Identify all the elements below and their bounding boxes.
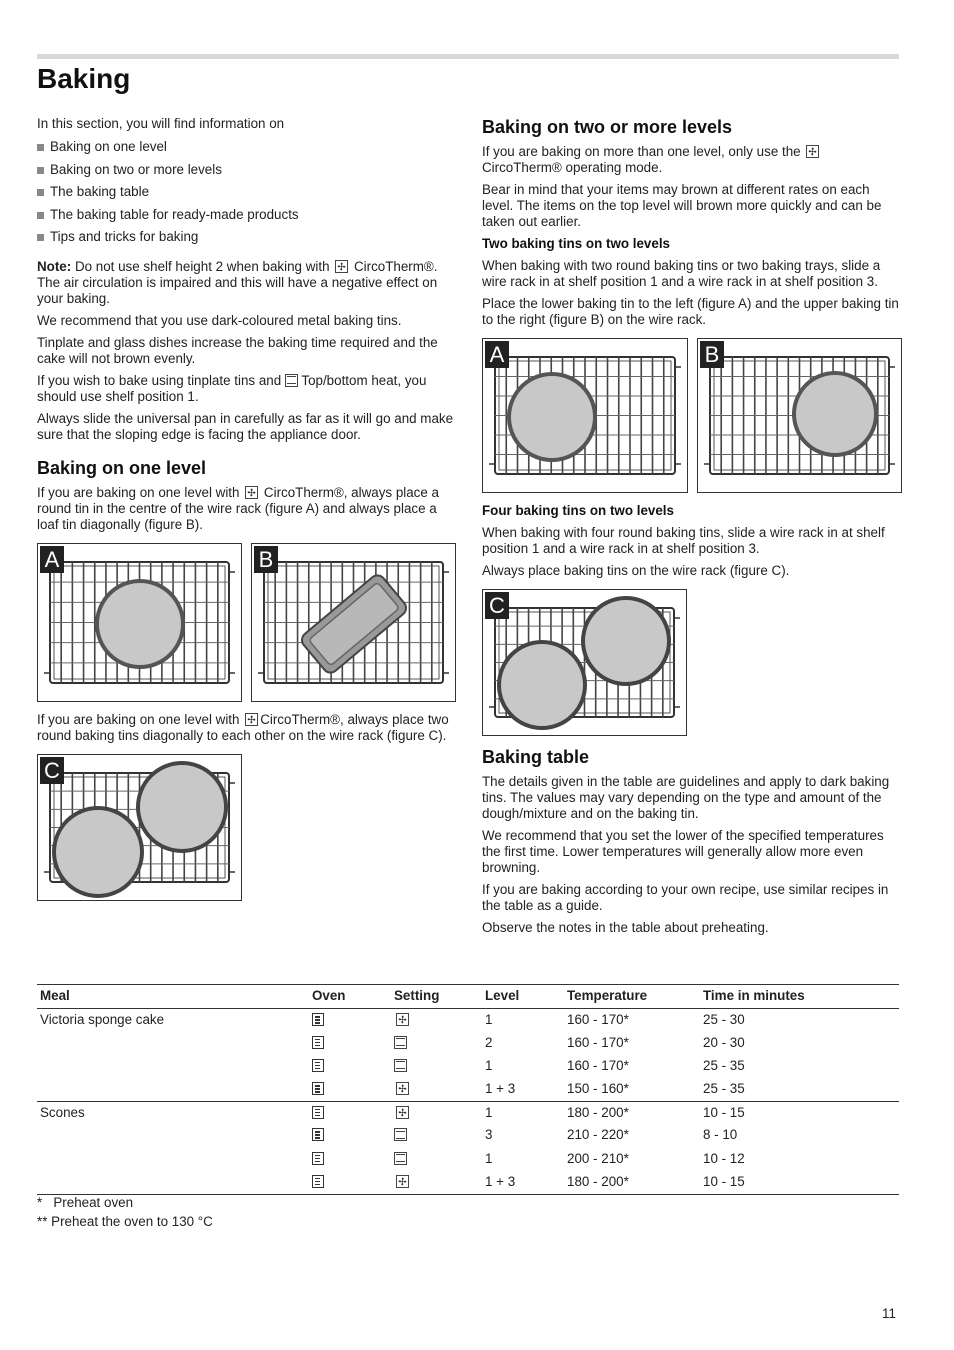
figure-row: [482, 338, 902, 493]
meal-name: Victoria sponge cake: [40, 1012, 165, 1027]
cell-time: [700, 1078, 899, 1101]
cell-level: [482, 1171, 564, 1194]
text-span: If you are baking on one level with: [37, 484, 244, 500]
rack-diagram: [38, 755, 241, 900]
col-header-oven: Oven: [309, 985, 391, 1009]
figure-row: [37, 543, 457, 702]
oven-icon: [312, 1059, 324, 1072]
temperature-value: 200 - 210*: [567, 1150, 629, 1166]
text-span: If you are baking on more than one level, only use the: [482, 144, 805, 159]
oven-icon: [312, 1175, 324, 1188]
cell-time: [700, 1148, 899, 1171]
figure-c-four-tins: [482, 589, 687, 736]
cell-setting: [391, 1101, 482, 1124]
figure-label: C: [485, 592, 509, 619]
figure-label: C: [40, 757, 64, 784]
cell-oven: [309, 1009, 391, 1032]
oven-icon: [312, 1082, 324, 1095]
figure-b-rack-loaf-tin: [251, 543, 456, 702]
universal-pan-text: Always slide the universal pan in carefully as far as it will go and make sure that the sloping edge is facing the appliance door.: [37, 410, 454, 442]
figure-label: B: [254, 546, 278, 573]
oven-icon: [312, 1013, 324, 1026]
top-bottom-heat-icon: [285, 374, 298, 387]
table-own-recipe-text: If you are baking according to your own recipe, use similar recipes in the table as a guide.: [482, 882, 889, 913]
four-tins-placement-text: Always place baking tins on the wire rack (figure C).: [482, 563, 790, 578]
right-column: [482, 112, 902, 942]
level-value: 2: [485, 1034, 493, 1050]
cell-oven: [309, 1171, 391, 1194]
table-row: [37, 1124, 899, 1147]
table-row: [37, 1055, 899, 1078]
figure-a-lower-tin-left: [482, 338, 688, 493]
circotherm-icon: [806, 145, 819, 158]
footnote: * Preheat oven: [37, 1195, 134, 1210]
circotherm-icon: [335, 260, 348, 273]
circotherm-icon: [245, 713, 258, 726]
text-span: CircoTherm®, always place two round baking tins diagonally to each other on the wire rack (figure C).: [37, 711, 449, 743]
cell-setting: [391, 1124, 482, 1147]
left-column: [37, 116, 457, 911]
cell-time: [700, 1055, 899, 1078]
cell-time: [700, 1124, 899, 1147]
cell-temperature: [564, 1055, 700, 1078]
figure-row: [482, 589, 902, 736]
cell-temperature: [564, 1032, 700, 1055]
table-footnotes: [37, 1195, 213, 1233]
circotherm-icon: [396, 1106, 409, 1119]
cell-setting: [391, 1078, 482, 1101]
cell-oven: [309, 1148, 391, 1171]
temperature-value: 180 - 200*: [567, 1173, 629, 1189]
top-bottom-heat-icon: [394, 1128, 407, 1141]
four-tins-text: When baking with four round baking tins, slide a wire rack in at shelf position 1 and a wire rack in at shelf position 3.: [482, 525, 885, 556]
cell-oven: [309, 1078, 391, 1101]
temperature-value: 160 - 170*: [567, 1057, 629, 1073]
figure-c-rack-two-tins: [37, 754, 242, 901]
meal-name: Scones: [40, 1104, 85, 1120]
cell-level: [482, 1032, 564, 1055]
note-paragraph: [37, 259, 457, 307]
cell-meal: [37, 1009, 309, 1032]
cell-oven: [309, 1055, 391, 1078]
rack-diagram: [483, 339, 687, 492]
section-heading-two-levels: Baking on two or more levels: [482, 117, 733, 137]
col-header-level: Level: [482, 985, 564, 1009]
recommend-text: We recommend that you use dark-coloured metal baking tins.: [37, 312, 402, 328]
top-rule: [37, 54, 899, 59]
figure-row: [37, 754, 457, 901]
table-guidelines-text: The details given in the table are guidelines and apply to dark baking tins. The values may vary depending on the type and amount of the dough/mixture and on the baking tin.: [482, 774, 890, 821]
one-level-text: [37, 485, 457, 533]
cell-time: [700, 1009, 899, 1032]
cell-setting: [391, 1032, 482, 1055]
circotherm-icon: [245, 486, 258, 499]
level-value: 3: [485, 1127, 493, 1143]
two-tins-text: When baking with two round baking tins or two baking trays, slide a wire rack in at shelf position 1 and a wire rack in at shelf position 3.: [482, 258, 881, 289]
two-levels-text: [482, 144, 902, 176]
text-span: CircoTherm® operating mode.: [482, 160, 663, 175]
cell-oven: [309, 1032, 391, 1055]
time-value: 10 - 15: [703, 1104, 745, 1120]
table-header-row: [37, 985, 899, 1009]
table-row: [37, 1078, 899, 1101]
figure-b-upper-tin-right: [697, 338, 902, 493]
temperature-value: 180 - 200*: [567, 1104, 629, 1120]
note-text: CircoTherm®. The air circulation is impaired and this will have a negative effect on your baking.: [37, 258, 438, 306]
cell-temperature: [564, 1124, 700, 1147]
cell-meal: [37, 1148, 309, 1171]
figure-label: A: [40, 546, 64, 573]
page-title: Baking: [37, 63, 131, 94]
subheading-four-tins: Four baking tins on two levels: [482, 503, 674, 518]
top-bottom-heat-icon: [394, 1036, 407, 1049]
text-span: Top/bottom heat, you should use shelf position 1.: [37, 372, 427, 404]
toc-list: [37, 139, 457, 252]
cell-level: [482, 1055, 564, 1078]
time-value: 25 - 35: [703, 1057, 745, 1073]
cell-temperature: [564, 1078, 700, 1101]
toc-item: Baking on one level: [37, 139, 457, 162]
cell-temperature: [564, 1148, 700, 1171]
text-span: CircoTherm®, always place a round tin in the centre of the wire rack (figure A) and always place a loaf tin diagonally (figure B).: [37, 484, 439, 532]
cell-temperature: [564, 1101, 700, 1124]
cell-meal: [37, 1055, 309, 1078]
oven-icon: [312, 1036, 324, 1049]
cell-setting: [391, 1055, 482, 1078]
cell-oven: [309, 1101, 391, 1124]
cell-meal: [37, 1101, 309, 1124]
cell-level: [482, 1148, 564, 1171]
cell-temperature: [564, 1009, 700, 1032]
cell-setting: [391, 1009, 482, 1032]
cell-time: [700, 1101, 899, 1124]
level-value: 1: [485, 1057, 493, 1073]
cell-meal: [37, 1171, 309, 1194]
cell-setting: [391, 1171, 482, 1194]
level-value: 1: [485, 1012, 493, 1027]
rack-diagram: [698, 339, 901, 492]
level-value: 1 + 3: [485, 1081, 516, 1097]
rack-diagram: [252, 544, 455, 701]
col-header-meal: Meal: [37, 985, 309, 1009]
text-span: If you wish to bake using tinplate tins and: [37, 372, 285, 388]
time-value: 25 - 30: [703, 1012, 745, 1027]
temperature-value: 210 - 220*: [567, 1127, 629, 1143]
section-heading-one-level: Baking on one level: [37, 457, 207, 478]
circotherm-icon: [396, 1013, 409, 1026]
level-value: 1: [485, 1150, 493, 1166]
top-bottom-heat-icon: [394, 1152, 407, 1165]
circotherm-icon: [396, 1175, 409, 1188]
footnote: ** Preheat the oven to 130 °C: [37, 1214, 213, 1229]
level-value: 1: [485, 1104, 493, 1120]
time-value: 8 - 10: [703, 1127, 738, 1143]
cell-time: [700, 1032, 899, 1055]
table-row: [37, 1032, 899, 1055]
toc-item: Baking on two or more levels: [37, 162, 457, 185]
cell-level: [482, 1124, 564, 1147]
time-value: 10 - 15: [703, 1173, 745, 1189]
tinplate-shelf-text: [37, 373, 457, 405]
time-value: 25 - 35: [703, 1081, 745, 1097]
rack-diagram: [38, 544, 241, 701]
rack-diagram: [483, 590, 686, 735]
cell-time: [700, 1171, 899, 1194]
tinplate-text: Tinplate and glass dishes increase the baking time required and the cake will not brown evenly.: [37, 334, 438, 366]
table-row: [37, 1009, 899, 1032]
time-value: 10 - 12: [703, 1150, 745, 1166]
temperature-value: 150 - 160*: [567, 1081, 629, 1097]
oven-icon: [312, 1152, 324, 1165]
cell-temperature: [564, 1171, 700, 1194]
one-level-two-tins-text: [37, 712, 457, 744]
note-label: Note:: [37, 258, 72, 274]
table-row: [37, 1148, 899, 1171]
page-number: 11: [882, 1306, 896, 1321]
two-tins-placement-text: Place the lower baking tin to the left (figure A) and the upper baking tin to the right (figure B) on the wire rack.: [482, 296, 899, 327]
circotherm-icon: [396, 1082, 409, 1095]
figure-label: B: [700, 341, 724, 368]
cell-level: [482, 1009, 564, 1032]
oven-icon: [312, 1128, 324, 1141]
browning-text: Bear in mind that your items may brown at different rates on each level. The items on the top level will brown more quickly and can be taken out earlier.: [482, 182, 882, 229]
table-row: [37, 1101, 899, 1124]
cell-level: [482, 1078, 564, 1101]
col-header-setting: Setting: [391, 985, 482, 1009]
intro-text: In this section, you will find information on: [37, 116, 285, 131]
level-value: 1 + 3: [485, 1173, 516, 1189]
cell-level: [482, 1101, 564, 1124]
note-text: Do not use shelf height 2 when baking with: [71, 258, 334, 274]
figure-a-rack-centre-tin: [37, 543, 242, 702]
subheading-two-tins: Two baking tins on two levels: [482, 236, 670, 251]
temperature-value: 160 - 170*: [567, 1012, 629, 1027]
baking-table: [37, 984, 899, 1195]
table-preheat-text: Observe the notes in the table about preheating.: [482, 920, 769, 935]
text-span: If you are baking on one level with: [37, 711, 244, 727]
toc-item: Tips and tricks for baking: [37, 229, 457, 252]
figure-label: A: [485, 341, 509, 368]
cell-meal: [37, 1078, 309, 1101]
col-header-temperature: Temperature: [564, 985, 700, 1009]
section-heading-baking-table: Baking table: [482, 747, 590, 767]
toc-item: The baking table: [37, 184, 457, 207]
table-row: [37, 1171, 899, 1194]
col-header-time: Time in minutes: [700, 985, 899, 1009]
cell-setting: [391, 1148, 482, 1171]
toc-item: The baking table for ready-made products: [37, 207, 457, 230]
table-temperature-text: We recommend that you set the lower of the specified temperatures the first time. Lower temperatures will generally allow more even browning.: [482, 828, 884, 875]
cell-oven: [309, 1124, 391, 1147]
oven-icon: [312, 1106, 324, 1119]
cell-meal: [37, 1124, 309, 1147]
time-value: 20 - 30: [703, 1034, 745, 1050]
cell-meal: [37, 1032, 309, 1055]
temperature-value: 160 - 170*: [567, 1034, 629, 1050]
top-bottom-heat-icon: [394, 1059, 407, 1072]
